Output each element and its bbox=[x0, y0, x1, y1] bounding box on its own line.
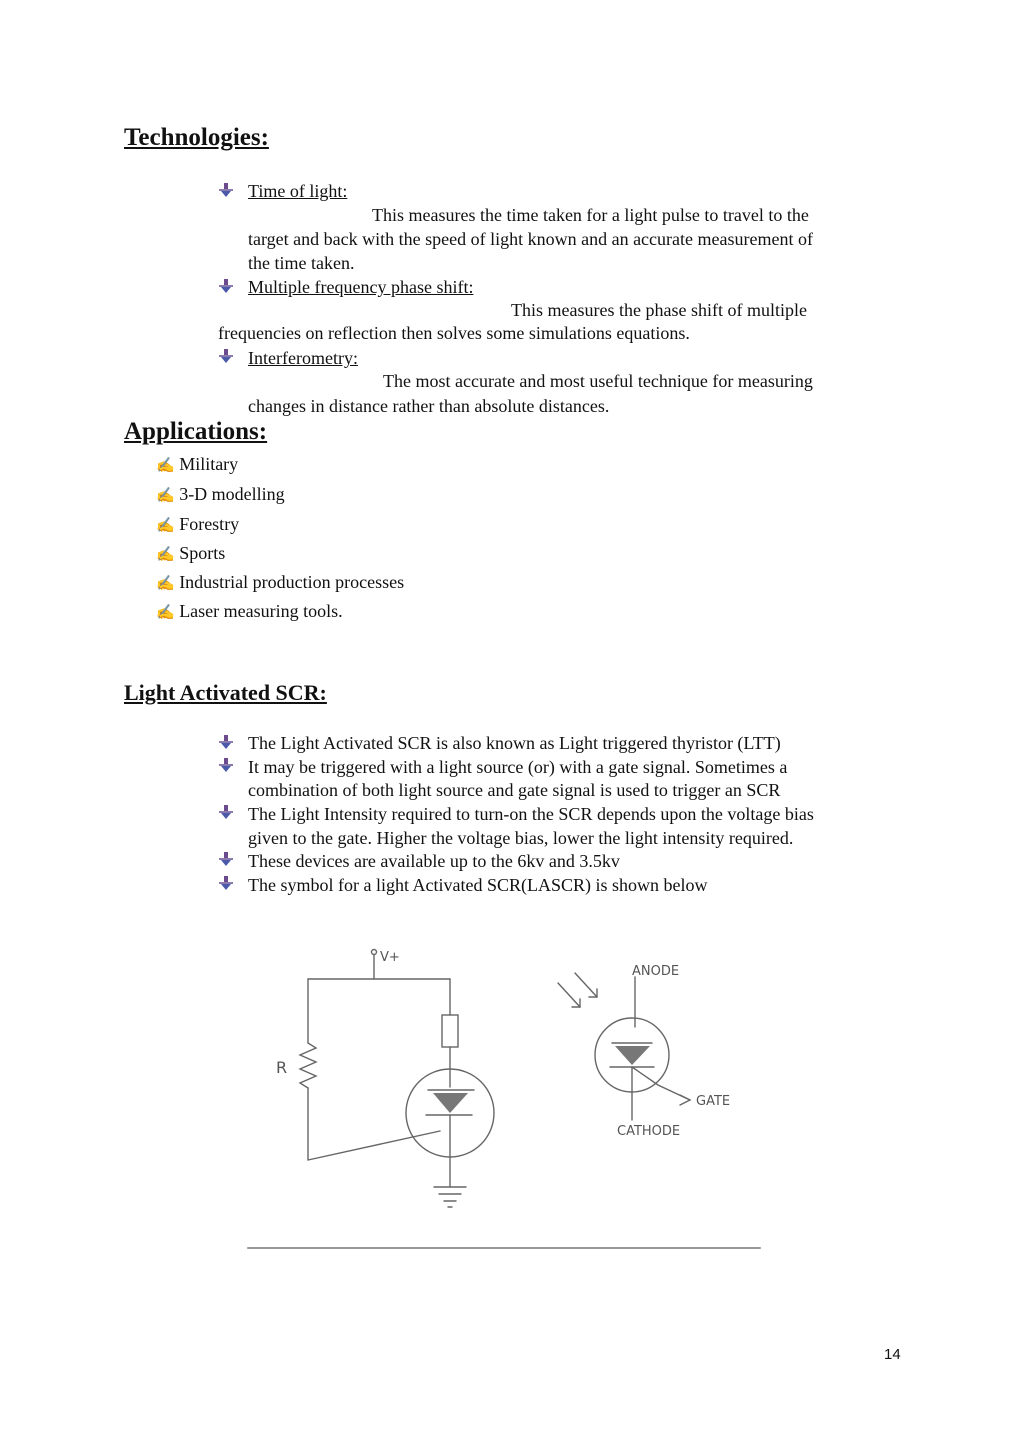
application-item: ✍ Sports bbox=[156, 543, 226, 563]
page-number: 14 bbox=[884, 1346, 901, 1363]
arrow-down-icon bbox=[218, 851, 234, 867]
lascr-bullet-text: These devices are available up to the 6kv and 3.5kv bbox=[248, 851, 620, 871]
pen-icon: ✍ bbox=[156, 488, 175, 504]
lascr-bullet-text: It may be triggered with a light source (or) with a gate signal. Sometimes a bbox=[248, 757, 788, 777]
arrow-down-icon bbox=[218, 875, 234, 891]
tech-item-text: This measures the time taken for a light pulse to travel to the bbox=[372, 205, 809, 225]
tech-item-title: Multiple frequency phase shift: bbox=[248, 277, 474, 297]
arrow-down-icon bbox=[218, 804, 234, 820]
pen-icon: ✍ bbox=[156, 458, 175, 474]
application-item: ✍ Laser measuring tools. bbox=[156, 601, 343, 621]
arrow-down-icon bbox=[218, 757, 234, 773]
tech-item-text: frequencies on reflection then solves some simulations equations. bbox=[218, 323, 690, 343]
cathode-label: CATHODE bbox=[617, 1124, 681, 1139]
tech-item-text: This measures the phase shift of multiple bbox=[511, 300, 807, 320]
supply-label: V+ bbox=[380, 950, 400, 965]
application-item: ✍ Forestry bbox=[156, 514, 240, 534]
tech-item-text: The most accurate and most useful technique for measuring bbox=[383, 371, 813, 391]
application-item: ✍ Industrial production processes bbox=[156, 572, 405, 592]
application-item: ✍ Military bbox=[156, 454, 239, 474]
lascr-bullet-text: combination of both light source and gate signal is used to trigger an SCR bbox=[248, 780, 781, 800]
arrow-down-icon bbox=[218, 278, 234, 294]
anode-label: ANODE bbox=[632, 964, 680, 979]
resistor-label: R bbox=[276, 1058, 288, 1077]
lascr-heading: Light Activated SCR: bbox=[124, 680, 327, 705]
pen-icon: ✍ bbox=[156, 518, 175, 534]
lascr-bullet-text: The Light Activated SCR is also known as Light triggered thyristor (LTT) bbox=[248, 733, 781, 753]
technologies-heading: Technologies: bbox=[124, 124, 269, 151]
application-item: ✍ 3-D modelling bbox=[156, 484, 285, 504]
tech-item-text: target and back with the speed of light known and an accurate measurement of bbox=[248, 229, 813, 249]
tech-item-title: Time of light: bbox=[248, 181, 348, 201]
applications-heading: Applications: bbox=[124, 418, 268, 445]
supply-terminal bbox=[372, 950, 377, 955]
tech-item-text: changes in distance rather than absolute distances. bbox=[248, 396, 610, 416]
arrow-down-icon bbox=[218, 734, 234, 750]
pen-icon: ✍ bbox=[156, 576, 175, 592]
lascr-bullet-text: given to the gate. Higher the voltage bias, lower the light intensity required. bbox=[248, 828, 794, 848]
lascr-bullet-text: The symbol for a light Activated SCR(LASCR) is shown below bbox=[248, 875, 708, 895]
tech-item-title: Interferometry: bbox=[248, 348, 358, 368]
pen-icon: ✍ bbox=[156, 547, 175, 563]
pen-icon: ✍ bbox=[156, 605, 175, 621]
resistor-symbol bbox=[300, 1043, 316, 1088]
lascr-circuit-figure bbox=[240, 915, 780, 1260]
gate-label: GATE bbox=[696, 1094, 731, 1109]
tech-item-text: the time taken. bbox=[248, 253, 355, 273]
arrow-down-icon bbox=[218, 348, 234, 364]
arrow-down-icon bbox=[218, 182, 234, 198]
load-resistor bbox=[442, 1015, 458, 1047]
lascr-bullet-text: The Light Intensity required to turn-on the SCR depends upon the voltage bias bbox=[248, 804, 814, 824]
